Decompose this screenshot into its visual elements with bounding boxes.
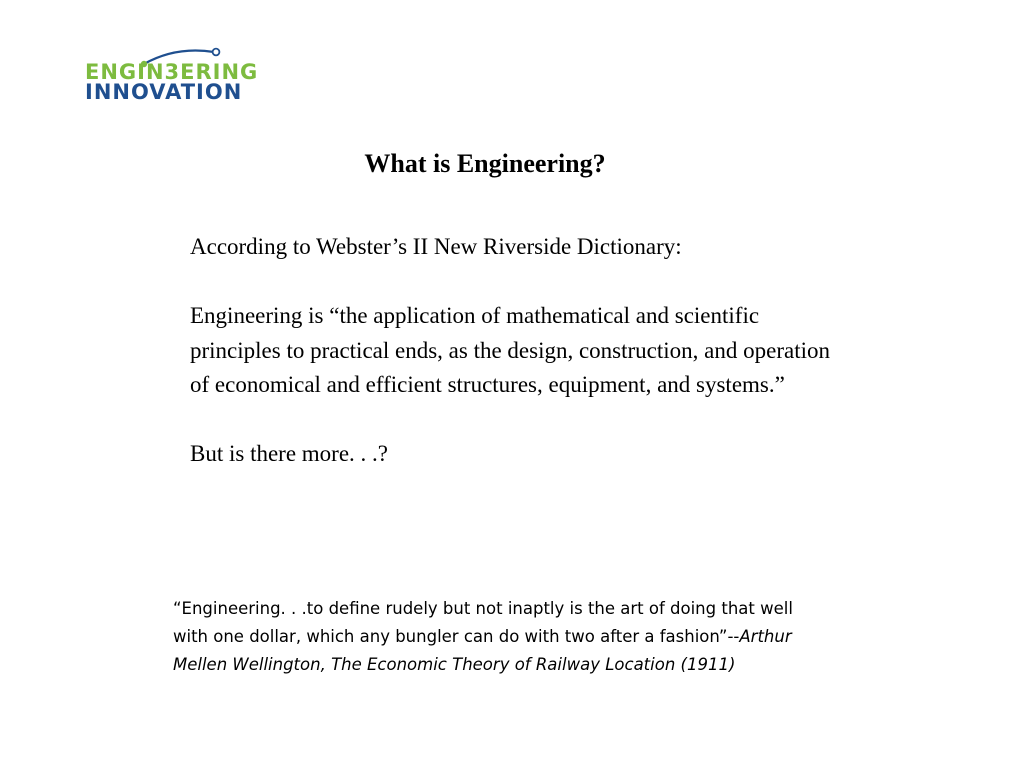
definition-paragraph: Engineering is “the application of mathematical and scientific principles to practical ends, as the design, construction, and operation of economical and efficient structures, equipment, and systems.”	[190, 303, 830, 397]
body-text	[190, 230, 850, 472]
spacer	[190, 403, 850, 438]
logo-line-innovation: INNOVATION	[85, 80, 243, 104]
quote-text: “Engineering. . .to define rudely but not inaptly is the art of doing that well with one dollar, which any bungler can do with two after a fashion”--	[173, 599, 793, 646]
engineering-innovation-logo	[78, 42, 284, 108]
question-line: But is there more. . .?	[190, 441, 389, 466]
wellington-quote	[173, 595, 833, 679]
logo-line-engineering: ENGIN3ERING	[85, 60, 259, 84]
spacer	[190, 265, 850, 300]
dictionary-intro: According to Webster’s II New Riverside Dictionary:	[190, 234, 682, 259]
page-title: What is Engineering?	[364, 149, 606, 178]
quote-attribution: Arthur Mellen Wellington, The Economic Theory of Railway Location (1911)	[173, 627, 792, 674]
